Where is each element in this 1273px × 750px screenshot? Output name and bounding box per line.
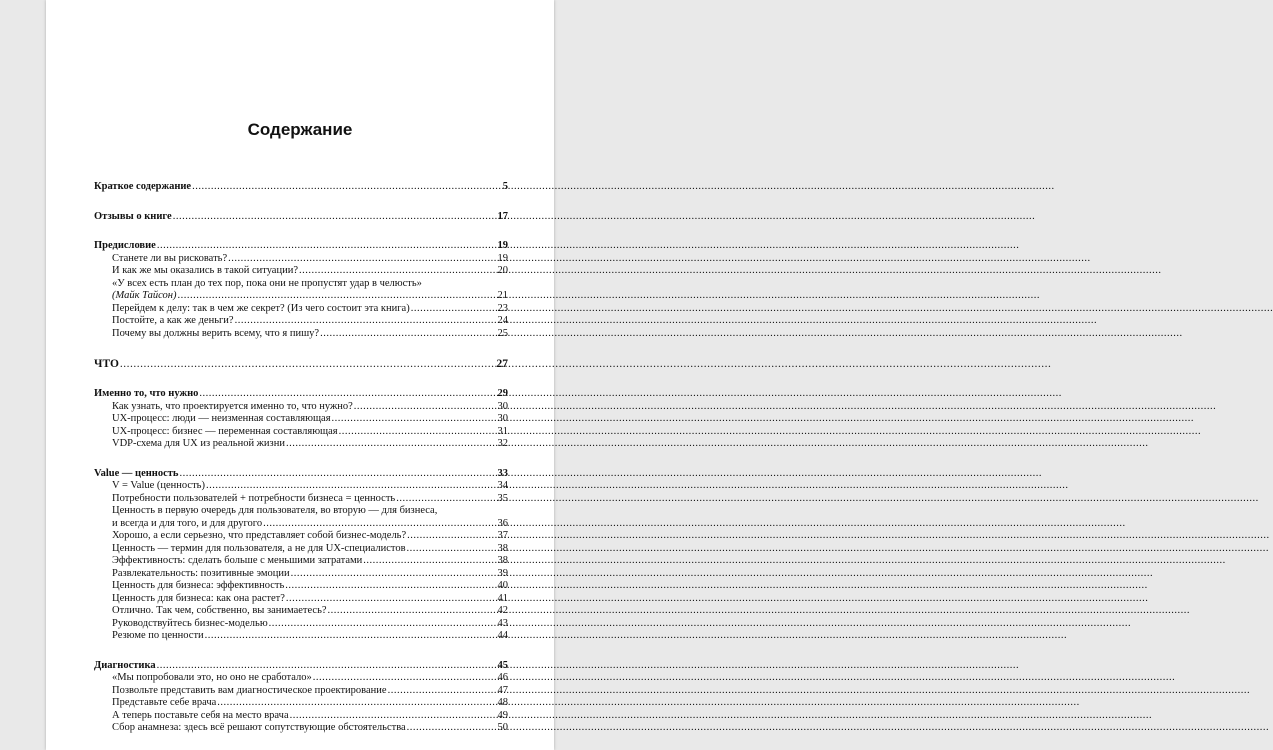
toc-entry-text: UX-процесс: бизнес — переменная составляющая (112, 425, 338, 437)
dot-leader (411, 303, 497, 316)
toc-page-number: 24 (497, 315, 508, 326)
toc-entry-text: UX-процесс: люди — неизменная составляющая (112, 413, 331, 424)
dot-leader (339, 426, 497, 439)
toc-page-number: 47 (497, 684, 508, 696)
toc-subentry[interactable] (94, 493, 508, 506)
toc-page-number: 44 (497, 630, 508, 641)
toc-page-number: 20 (497, 265, 508, 276)
dot-leader (285, 580, 496, 593)
toc-entry-text: ЧТО (94, 358, 119, 370)
toc-entry-text: Ценность для бизнеса: эффективность (112, 580, 285, 591)
toc-page-number: 48 (497, 697, 508, 708)
toc-entry-text: Развлекательность: позитивные эмоции (112, 567, 290, 579)
toc-page-number: 30 (497, 413, 508, 424)
dot-leader (354, 401, 497, 414)
toc-entry-reviews[interactable] (94, 211, 508, 224)
dot-leader (199, 388, 496, 401)
toc-page-number: 38 (497, 555, 508, 566)
toc-entry-text: Как узнать, что проектируется именно то, что нужно? (112, 400, 353, 412)
page-title: Содержание (247, 120, 353, 139)
toc-entry-summary[interactable] (94, 181, 508, 194)
toc-entry-text: Руководствуйтесь бизнес-моделью (112, 617, 268, 629)
dot-leader (263, 518, 496, 531)
toc-page-number: 19 (497, 252, 508, 264)
toc-subentry[interactable] (94, 543, 508, 556)
toc-page-number: 38 (497, 542, 508, 554)
dot-leader (332, 413, 497, 426)
toc-page-number: 29 (497, 388, 508, 399)
toc-subentry[interactable] (94, 722, 508, 735)
toc-subentry[interactable] (94, 580, 508, 593)
toc-entry-text: Диагностика (94, 659, 156, 671)
toc-entry-text: Эффективность: сделать больше с меньшими затратами (112, 555, 363, 566)
toc-entry-text: V = Value (ценность) (112, 480, 205, 491)
dot-leader (192, 181, 502, 194)
toc-subentry[interactable] (94, 618, 508, 631)
toc-subentry[interactable] (94, 426, 508, 439)
toc-page-number: 21 (497, 290, 508, 301)
toc-page-number: 46 (497, 672, 508, 683)
toc-entry-text: Ценность для бизнеса: как она растет? (112, 592, 285, 604)
toc-entry-text: Отзывы о книге (94, 210, 172, 222)
toc-subentry[interactable] (94, 672, 508, 685)
toc-subentry[interactable] (94, 605, 508, 618)
toc-page-number: 37 (497, 530, 508, 541)
dot-leader (407, 530, 496, 543)
toc-entry-text: «У всех есть план до тех пор, пока они не пропустят удар в челюсть» (112, 277, 422, 289)
dot-leader (286, 593, 497, 606)
dot-leader (206, 480, 497, 493)
dot-leader (363, 555, 496, 568)
toc-entry-text: Постойте, а как же деньги? (112, 315, 234, 326)
toc-page-number: 41 (497, 592, 508, 604)
toc-subentry[interactable] (94, 568, 508, 581)
toc-entry-text: Перейдем к делу: так в чем же секрет? (Из чего состоит эта книга) (112, 302, 410, 314)
toc-entry-text: Краткое содержание (94, 181, 192, 192)
toc-subentry[interactable] (94, 530, 508, 543)
dot-leader (320, 328, 496, 341)
toc-entry-text: Ценность — термин для пользователя, а не для UX-специалистов (112, 542, 406, 554)
dot-leader (388, 685, 497, 698)
toc-page-number: 30 (497, 400, 508, 412)
toc-page-number: 45 (497, 659, 508, 671)
dot-leader (120, 357, 496, 371)
toc-entry-text: И как же мы оказались в такой ситуации? (112, 265, 298, 276)
toc-page-number: 17 (497, 210, 508, 222)
dot-leader (396, 493, 496, 506)
toc-entry-text: Именно то, что нужно (94, 388, 199, 399)
toc-subentry[interactable] (94, 253, 508, 266)
toc-entry-text: Позвольте представить вам диагностическое проектирование (112, 684, 387, 696)
toc-entry-text: Представьте себе врача (112, 697, 217, 708)
dot-leader (299, 265, 497, 278)
toc-entry-text: Ценность в первую очередь для пользователя, во вторую — для бизнеса, (112, 505, 438, 516)
toc-page-number: 27 (496, 358, 508, 370)
toc-subentry[interactable] (94, 593, 508, 606)
toc-subentry[interactable] (94, 413, 508, 426)
toc-subentry[interactable] (94, 630, 508, 643)
toc-subentry[interactable] (94, 518, 508, 531)
toc-entry-text: «Мы попробовали это, но оно не сработало» (112, 672, 312, 683)
dot-leader (157, 240, 497, 253)
toc-page-number: 36 (497, 517, 508, 529)
toc-subentry[interactable] (94, 480, 508, 493)
toc-page-number: 31 (497, 425, 508, 437)
dot-leader (235, 315, 497, 328)
toc-entry-text: Сбор анамнеза: здесь всё решают сопутствующие обстоятельства (112, 722, 406, 733)
toc-subentry[interactable] (94, 303, 508, 316)
toc-page-number: 19 (497, 240, 508, 251)
dot-leader (407, 543, 497, 556)
toc-subentry[interactable] (94, 685, 508, 698)
toc-entry-text: VDP-схема для UX из реальной жизни (112, 438, 285, 449)
toc-entry-text: А теперь поставьте себя на место врача (112, 709, 289, 721)
toc-page-number: 35 (497, 492, 508, 504)
dot-leader (228, 253, 496, 266)
toc-subentry[interactable] (94, 438, 508, 451)
toc-subentry[interactable] (94, 328, 508, 341)
toc-entry-text: Предисловие (94, 240, 156, 251)
dot-leader (313, 672, 497, 685)
toc-page-number: 23 (497, 302, 508, 314)
toc-entry-text: Почему вы должны верить всему, что я пишу? (112, 327, 320, 339)
toc-page-number: 49 (497, 709, 508, 721)
toc-subentry[interactable] (94, 315, 508, 328)
toc-page-number: 50 (497, 722, 508, 733)
toc-page-number: 33 (497, 467, 508, 479)
table-of-contents (94, 181, 508, 735)
toc-entry-text: Отлично. Так чем, собственно, вы занимаетесь? (112, 605, 327, 616)
toc-entry-preface[interactable] (94, 240, 508, 253)
dot-leader (157, 660, 497, 673)
toc-page-number: 5 (502, 181, 508, 192)
document-page (46, 0, 554, 750)
toc-entry-exactly-needed[interactable] (94, 388, 508, 401)
toc-entry-text: Хорошо, а если серьезно, что представляет собой бизнес-модель? (112, 530, 407, 541)
toc-entry-text: и всегда и для того, и для другого (112, 517, 263, 529)
dot-leader (179, 468, 496, 481)
toc-entry-value[interactable] (94, 468, 508, 481)
toc-subentry[interactable] (94, 265, 508, 278)
toc-entry-text: Value — ценность (94, 467, 179, 479)
toc-page-number: 42 (497, 605, 508, 616)
dot-leader (328, 605, 497, 618)
toc-page-number: 32 (497, 438, 508, 449)
dot-leader (173, 211, 497, 224)
toc-subentry[interactable] (94, 555, 508, 568)
toc-entry-text: Резюме по ценности (112, 630, 204, 641)
dot-leader (205, 630, 497, 643)
toc-subentry[interactable] (94, 401, 508, 414)
toc-subentry[interactable] (94, 697, 508, 710)
toc-subentry[interactable] (94, 278, 508, 291)
toc-page-number: 39 (497, 567, 508, 579)
toc-page-number: 34 (497, 480, 508, 491)
dot-leader (269, 618, 497, 631)
toc-entry-text: (Майк Тайсон) (112, 290, 177, 301)
toc-subentry[interactable] (94, 290, 508, 303)
toc-subentry[interactable] (94, 710, 508, 723)
dot-leader (407, 722, 497, 735)
toc-entry-diagnostics[interactable] (94, 660, 508, 673)
toc-entry-text: Потребности пользователей + потребности бизнеса = ценность (112, 492, 396, 504)
toc-subentry[interactable] (94, 505, 508, 518)
toc-entry-text: Станете ли вы рисковать? (112, 252, 228, 264)
dot-leader (291, 568, 497, 581)
toc-part-what[interactable] (94, 357, 508, 371)
dot-leader (290, 710, 497, 723)
dot-leader (177, 290, 496, 303)
dot-leader (286, 438, 497, 451)
toc-page-number: 43 (497, 617, 508, 629)
dot-leader (217, 697, 496, 710)
toc-page-number: 25 (497, 327, 508, 339)
toc-page-number: 40 (497, 580, 508, 591)
